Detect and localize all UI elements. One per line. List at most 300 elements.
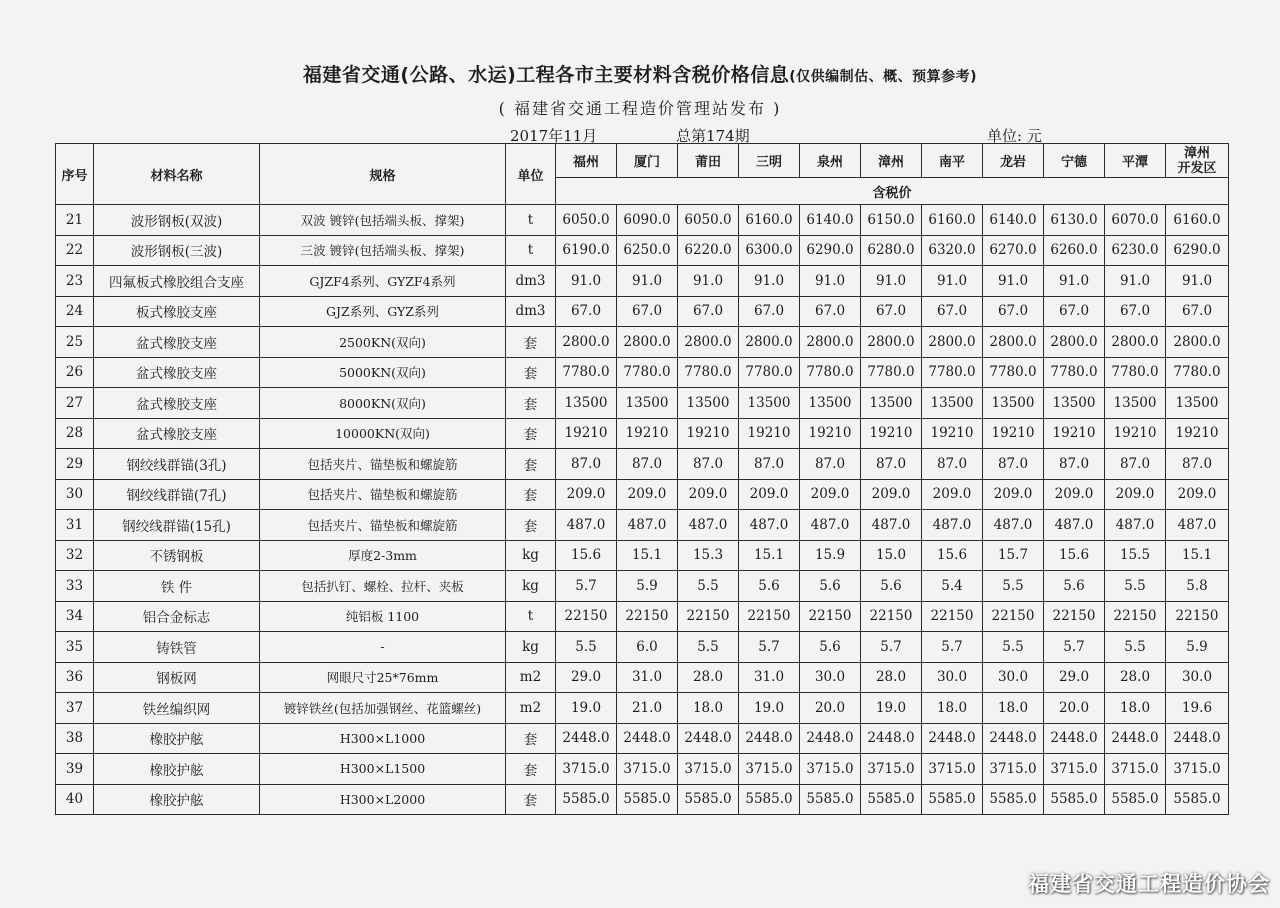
cell-price: 22150 xyxy=(739,601,800,632)
cell-spec: 10000KN(双向) xyxy=(260,418,506,449)
cell-price: 15.9 xyxy=(800,540,861,571)
cell-price: 67.0 xyxy=(922,296,983,327)
cell-price: 5.5 xyxy=(983,571,1044,602)
cell-price: 2800.0 xyxy=(1166,327,1229,358)
cell-price: 91.0 xyxy=(922,266,983,297)
cell-price: 5.6 xyxy=(739,571,800,602)
cell-unit: m2 xyxy=(506,662,556,693)
cell-price: 5.6 xyxy=(861,571,922,602)
cell-price: 2800.0 xyxy=(556,327,617,358)
header-city-label: 泉州 xyxy=(816,155,843,170)
cell-price: 2448.0 xyxy=(983,723,1044,754)
cell-price: 487.0 xyxy=(1105,510,1166,541)
cell-price: 209.0 xyxy=(1044,479,1105,510)
header-city-label: 三明 xyxy=(755,155,782,170)
cell-price: 19.0 xyxy=(739,693,800,724)
cell-price: 209.0 xyxy=(1105,479,1166,510)
cell-price: 7780.0 xyxy=(800,357,861,388)
cell-price: 13500 xyxy=(739,388,800,419)
cell-price: 209.0 xyxy=(1166,479,1229,510)
cell-price: 20.0 xyxy=(1044,693,1105,724)
cell-price: 87.0 xyxy=(1166,449,1229,480)
cell-seq: 40 xyxy=(56,784,94,815)
cell-price: 2800.0 xyxy=(617,327,678,358)
cell-price: 5585.0 xyxy=(983,784,1044,815)
cell-price: 22150 xyxy=(861,601,922,632)
cell-price: 19.0 xyxy=(861,693,922,724)
cell-spec: 包括夹片、锚垫板和螺旋筋 xyxy=(260,510,506,541)
cell-seq: 27 xyxy=(56,388,94,419)
cell-price: 18.0 xyxy=(983,693,1044,724)
cell-price: 2800.0 xyxy=(983,327,1044,358)
document-title xyxy=(0,60,1280,87)
cell-price: 2448.0 xyxy=(1105,723,1166,754)
cell-material-name: 波形钢板(三波) xyxy=(94,235,260,266)
cell-price: 487.0 xyxy=(1044,510,1105,541)
cell-price: 3715.0 xyxy=(922,754,983,785)
cell-price: 5.5 xyxy=(678,632,739,663)
cell-price: 487.0 xyxy=(922,510,983,541)
cell-spec: 镀锌铁丝(包括加强钢丝、花篮螺丝) xyxy=(260,693,506,724)
cell-price: 22150 xyxy=(983,601,1044,632)
table-row xyxy=(56,266,1229,297)
cell-price: 6190.0 xyxy=(556,235,617,266)
cell-price: 28.0 xyxy=(1105,662,1166,693)
price-table xyxy=(55,143,1229,815)
cell-price: 91.0 xyxy=(1044,266,1105,297)
cell-price: 6140.0 xyxy=(983,205,1044,236)
cell-unit: dm3 xyxy=(506,296,556,327)
table-row xyxy=(56,601,1229,632)
cell-spec: H300×L1500 xyxy=(260,754,506,785)
cell-unit: 套 xyxy=(506,327,556,358)
header-city xyxy=(1044,144,1105,178)
cell-material-name: 橡胶护舷 xyxy=(94,723,260,754)
cell-price: 31.0 xyxy=(617,662,678,693)
cell-price: 87.0 xyxy=(1044,449,1105,480)
table-row xyxy=(56,723,1229,754)
cell-material-name: 橡胶护舷 xyxy=(94,784,260,815)
document-title-note: (仅供编制估、概、预算参考) xyxy=(789,69,978,85)
cell-price: 19210 xyxy=(983,418,1044,449)
cell-price: 13500 xyxy=(922,388,983,419)
cell-price: 5.7 xyxy=(861,632,922,663)
header-city xyxy=(739,144,800,178)
cell-price: 15.3 xyxy=(678,540,739,571)
header-city-label: 平潭 xyxy=(1121,155,1148,170)
cell-price: 13500 xyxy=(556,388,617,419)
cell-unit: t xyxy=(506,601,556,632)
cell-price: 22150 xyxy=(800,601,861,632)
cell-price: 19210 xyxy=(800,418,861,449)
cell-price: 2448.0 xyxy=(922,723,983,754)
cell-price: 13500 xyxy=(678,388,739,419)
cell-price: 6220.0 xyxy=(678,235,739,266)
cell-price: 91.0 xyxy=(739,266,800,297)
cell-price: 20.0 xyxy=(800,693,861,724)
cell-price: 6230.0 xyxy=(1105,235,1166,266)
cell-price: 91.0 xyxy=(1105,266,1166,297)
table-row xyxy=(56,388,1229,419)
cell-price: 5.5 xyxy=(556,632,617,663)
cell-price: 209.0 xyxy=(556,479,617,510)
cell-price: 2800.0 xyxy=(861,327,922,358)
cell-price: 5.5 xyxy=(678,571,739,602)
cell-material-name: 钢绞线群锚(7孔) xyxy=(94,479,260,510)
table-row xyxy=(56,205,1229,236)
cell-price: 67.0 xyxy=(983,296,1044,327)
cell-price: 2448.0 xyxy=(678,723,739,754)
cell-price: 5585.0 xyxy=(617,784,678,815)
cell-price: 5585.0 xyxy=(678,784,739,815)
cell-price: 5585.0 xyxy=(1105,784,1166,815)
table-row xyxy=(56,479,1229,510)
cell-price: 5.5 xyxy=(983,632,1044,663)
cell-price: 87.0 xyxy=(617,449,678,480)
cell-material-name: 铸铁管 xyxy=(94,632,260,663)
cell-material-name: 钢绞线群锚(3孔) xyxy=(94,449,260,480)
cell-price: 22150 xyxy=(1166,601,1229,632)
cell-spec: 双波 镀锌(包括端头板、撑架) xyxy=(260,205,506,236)
cell-material-name: 盆式橡胶支座 xyxy=(94,418,260,449)
cell-price: 87.0 xyxy=(678,449,739,480)
cell-price: 5.7 xyxy=(739,632,800,663)
cell-price: 19210 xyxy=(1105,418,1166,449)
cell-price: 5585.0 xyxy=(739,784,800,815)
cell-price: 3715.0 xyxy=(983,754,1044,785)
cell-price: 15.7 xyxy=(983,540,1044,571)
cell-price: 6270.0 xyxy=(983,235,1044,266)
cell-price: 6140.0 xyxy=(800,205,861,236)
cell-price: 5585.0 xyxy=(800,784,861,815)
header-price-group: 含税价 xyxy=(556,178,1229,205)
header-city-label: 厦门 xyxy=(633,155,660,170)
cell-material-name: 盆式橡胶支座 xyxy=(94,357,260,388)
cell-price: 5.7 xyxy=(922,632,983,663)
cell-price: 67.0 xyxy=(1105,296,1166,327)
cell-spec: 2500KN(双向) xyxy=(260,327,506,358)
cell-price: 15.6 xyxy=(922,540,983,571)
cell-price: 209.0 xyxy=(678,479,739,510)
header-city xyxy=(1166,144,1229,178)
table-row xyxy=(56,571,1229,602)
cell-price: 2800.0 xyxy=(800,327,861,358)
header-city-label: 福州 xyxy=(572,155,599,170)
cell-price: 209.0 xyxy=(739,479,800,510)
table-row xyxy=(56,235,1229,266)
cell-price: 487.0 xyxy=(861,510,922,541)
cell-price: 3715.0 xyxy=(800,754,861,785)
cell-price: 19210 xyxy=(1044,418,1105,449)
header-city xyxy=(983,144,1044,178)
cell-seq: 37 xyxy=(56,693,94,724)
cell-price: 28.0 xyxy=(861,662,922,693)
cell-price: 28.0 xyxy=(678,662,739,693)
cell-price: 30.0 xyxy=(1166,662,1229,693)
cell-unit: 套 xyxy=(506,784,556,815)
cell-price: 3715.0 xyxy=(678,754,739,785)
header-material-name: 材料名称 xyxy=(94,144,260,205)
cell-material-name: 橡胶护舷 xyxy=(94,754,260,785)
cell-price: 15.1 xyxy=(1166,540,1229,571)
cell-price: 6090.0 xyxy=(617,205,678,236)
table-row xyxy=(56,754,1229,785)
cell-price: 6290.0 xyxy=(800,235,861,266)
cell-price: 487.0 xyxy=(739,510,800,541)
issue-date: 2017年11月 xyxy=(510,127,598,145)
cell-price: 5.5 xyxy=(1105,632,1166,663)
cell-price: 6150.0 xyxy=(861,205,922,236)
cell-price: 2800.0 xyxy=(739,327,800,358)
cell-price: 22150 xyxy=(1105,601,1166,632)
table-row xyxy=(56,418,1229,449)
cell-spec: 包括扒钉、螺栓、拉杆、夹板 xyxy=(260,571,506,602)
cell-price: 7780.0 xyxy=(1166,357,1229,388)
header-city xyxy=(922,144,983,178)
cell-unit: kg xyxy=(506,540,556,571)
cell-price: 2800.0 xyxy=(1105,327,1166,358)
cell-spec: - xyxy=(260,632,506,663)
cell-price: 7780.0 xyxy=(739,357,800,388)
cell-price: 3715.0 xyxy=(1166,754,1229,785)
cell-material-name: 钢绞线群锚(15孔) xyxy=(94,510,260,541)
cell-price: 87.0 xyxy=(800,449,861,480)
cell-unit: t xyxy=(506,235,556,266)
cell-seq: 34 xyxy=(56,601,94,632)
cell-price: 5.9 xyxy=(617,571,678,602)
cell-price: 67.0 xyxy=(1044,296,1105,327)
cell-material-name: 铁 件 xyxy=(94,571,260,602)
table-row xyxy=(56,662,1229,693)
cell-material-name: 铝合金标志 xyxy=(94,601,260,632)
cell-material-name: 板式橡胶支座 xyxy=(94,296,260,327)
cell-price: 6050.0 xyxy=(556,205,617,236)
cell-price: 5.5 xyxy=(1105,571,1166,602)
cell-price: 7780.0 xyxy=(617,357,678,388)
table-row xyxy=(56,632,1229,663)
cell-price: 209.0 xyxy=(861,479,922,510)
cell-spec: 纯铝板 1100 xyxy=(260,601,506,632)
header-city xyxy=(617,144,678,178)
cell-price: 87.0 xyxy=(861,449,922,480)
cell-price: 91.0 xyxy=(556,266,617,297)
cell-price: 30.0 xyxy=(922,662,983,693)
cell-price: 18.0 xyxy=(1105,693,1166,724)
cell-price: 13500 xyxy=(1044,388,1105,419)
cell-seq: 23 xyxy=(56,266,94,297)
cell-price: 3715.0 xyxy=(739,754,800,785)
cell-price: 6070.0 xyxy=(1105,205,1166,236)
issue-number: 总第174期 xyxy=(676,127,750,145)
cell-unit: 套 xyxy=(506,418,556,449)
cell-price: 5.7 xyxy=(556,571,617,602)
cell-unit: kg xyxy=(506,632,556,663)
header-city xyxy=(1105,144,1166,178)
cell-price: 7780.0 xyxy=(861,357,922,388)
price-table-body xyxy=(56,205,1229,815)
cell-price: 209.0 xyxy=(800,479,861,510)
cell-price: 67.0 xyxy=(1166,296,1229,327)
cell-price: 21.0 xyxy=(617,693,678,724)
cell-unit: m2 xyxy=(506,693,556,724)
cell-price: 18.0 xyxy=(922,693,983,724)
cell-price: 91.0 xyxy=(861,266,922,297)
cell-price: 5585.0 xyxy=(861,784,922,815)
cell-price: 3715.0 xyxy=(556,754,617,785)
cell-price: 2448.0 xyxy=(617,723,678,754)
cell-price: 5585.0 xyxy=(1044,784,1105,815)
cell-price: 13500 xyxy=(1166,388,1229,419)
cell-price: 2448.0 xyxy=(861,723,922,754)
cell-spec: 三波 镀锌(包括端头板、撑架) xyxy=(260,235,506,266)
cell-price: 13500 xyxy=(1105,388,1166,419)
cell-price: 67.0 xyxy=(678,296,739,327)
cell-price: 3715.0 xyxy=(617,754,678,785)
cell-price: 209.0 xyxy=(922,479,983,510)
cell-price: 15.1 xyxy=(617,540,678,571)
cell-seq: 31 xyxy=(56,510,94,541)
cell-price: 7780.0 xyxy=(1044,357,1105,388)
cell-price: 87.0 xyxy=(983,449,1044,480)
cell-price: 2448.0 xyxy=(556,723,617,754)
cell-price: 2448.0 xyxy=(800,723,861,754)
cell-price: 6290.0 xyxy=(1166,235,1229,266)
cell-unit: 套 xyxy=(506,449,556,480)
cell-unit: 套 xyxy=(506,388,556,419)
cell-price: 91.0 xyxy=(617,266,678,297)
cell-price: 5.6 xyxy=(800,632,861,663)
cell-price: 13500 xyxy=(800,388,861,419)
cell-material-name: 波形钢板(双波) xyxy=(94,205,260,236)
cell-price: 6280.0 xyxy=(861,235,922,266)
cell-seq: 32 xyxy=(56,540,94,571)
cell-price: 29.0 xyxy=(1044,662,1105,693)
cell-price: 19210 xyxy=(556,418,617,449)
cell-price: 19210 xyxy=(1166,418,1229,449)
cell-price: 6250.0 xyxy=(617,235,678,266)
table-row xyxy=(56,449,1229,480)
cell-price: 91.0 xyxy=(800,266,861,297)
cell-price: 87.0 xyxy=(922,449,983,480)
cell-spec: 网眼尺寸25*76mm xyxy=(260,662,506,693)
cell-spec: GJZ系列、GYZ系列 xyxy=(260,296,506,327)
cell-seq: 30 xyxy=(56,479,94,510)
cell-price: 2448.0 xyxy=(739,723,800,754)
cell-price: 30.0 xyxy=(800,662,861,693)
header-spec: 规格 xyxy=(260,144,506,205)
cell-price: 91.0 xyxy=(678,266,739,297)
cell-unit: 套 xyxy=(506,754,556,785)
cell-price: 30.0 xyxy=(983,662,1044,693)
cell-price: 7780.0 xyxy=(678,357,739,388)
cell-price: 7780.0 xyxy=(922,357,983,388)
header-city-label: 开发区 xyxy=(1177,160,1217,176)
document-title-main: 福建省交通(公路、水运)工程各市主要材料含税价格信息 xyxy=(302,64,790,86)
cell-price: 13500 xyxy=(983,388,1044,419)
cell-price: 6160.0 xyxy=(1166,205,1229,236)
cell-price: 18.0 xyxy=(678,693,739,724)
header-city xyxy=(800,144,861,178)
cell-price: 2448.0 xyxy=(1044,723,1105,754)
cell-seq: 38 xyxy=(56,723,94,754)
cell-price: 15.6 xyxy=(1044,540,1105,571)
cell-material-name: 钢板网 xyxy=(94,662,260,693)
cell-price: 5585.0 xyxy=(922,784,983,815)
cell-price: 5.8 xyxy=(1166,571,1229,602)
cell-price: 29.0 xyxy=(556,662,617,693)
cell-price: 91.0 xyxy=(1166,266,1229,297)
cell-price: 2448.0 xyxy=(1166,723,1229,754)
cell-price: 2800.0 xyxy=(922,327,983,358)
table-row xyxy=(56,540,1229,571)
cell-price: 487.0 xyxy=(983,510,1044,541)
cell-spec: H300×L2000 xyxy=(260,784,506,815)
cell-spec: 5000KN(双向) xyxy=(260,357,506,388)
cell-seq: 36 xyxy=(56,662,94,693)
cell-price: 487.0 xyxy=(617,510,678,541)
cell-price: 3715.0 xyxy=(1105,754,1166,785)
header-city-label: 漳州 xyxy=(877,155,904,170)
header-city-label: 南平 xyxy=(938,155,965,170)
cell-price: 67.0 xyxy=(800,296,861,327)
cell-price: 19210 xyxy=(617,418,678,449)
cell-price: 22150 xyxy=(1044,601,1105,632)
cell-price: 5585.0 xyxy=(1166,784,1229,815)
cell-price: 2800.0 xyxy=(678,327,739,358)
cell-price: 209.0 xyxy=(983,479,1044,510)
header-seq: 序号 xyxy=(56,144,94,205)
header-unit: 单位 xyxy=(506,144,556,205)
header-city-label: 宁德 xyxy=(1060,155,1087,170)
cell-material-name: 盆式橡胶支座 xyxy=(94,327,260,358)
cell-price: 67.0 xyxy=(556,296,617,327)
header-city xyxy=(678,144,739,178)
cell-seq: 25 xyxy=(56,327,94,358)
cell-price: 6.0 xyxy=(617,632,678,663)
cell-price: 67.0 xyxy=(861,296,922,327)
cell-price: 5.9 xyxy=(1166,632,1229,663)
cell-price: 209.0 xyxy=(617,479,678,510)
cell-price: 6320.0 xyxy=(922,235,983,266)
cell-unit: 套 xyxy=(506,510,556,541)
cell-seq: 28 xyxy=(56,418,94,449)
cell-price: 19.0 xyxy=(556,693,617,724)
cell-price: 7780.0 xyxy=(556,357,617,388)
cell-price: 13500 xyxy=(861,388,922,419)
header-city-label: 漳州 xyxy=(1183,145,1210,161)
cell-price: 3715.0 xyxy=(1044,754,1105,785)
header-city xyxy=(556,144,617,178)
cell-spec: H300×L1000 xyxy=(260,723,506,754)
cell-material-name: 不锈钢板 xyxy=(94,540,260,571)
cell-seq: 24 xyxy=(56,296,94,327)
cell-material-name: 铁丝编织网 xyxy=(94,693,260,724)
cell-unit: kg xyxy=(506,571,556,602)
cell-seq: 39 xyxy=(56,754,94,785)
cell-price: 87.0 xyxy=(556,449,617,480)
cell-price: 487.0 xyxy=(800,510,861,541)
cell-unit: t xyxy=(506,205,556,236)
cell-spec: 8000KN(双向) xyxy=(260,388,506,419)
cell-price: 15.5 xyxy=(1105,540,1166,571)
cell-price: 3715.0 xyxy=(861,754,922,785)
cell-price: 22150 xyxy=(617,601,678,632)
cell-price: 2800.0 xyxy=(1044,327,1105,358)
header-city-label: 龙岩 xyxy=(999,155,1026,170)
cell-price: 19210 xyxy=(739,418,800,449)
cell-seq: 33 xyxy=(56,571,94,602)
cell-price: 31.0 xyxy=(739,662,800,693)
